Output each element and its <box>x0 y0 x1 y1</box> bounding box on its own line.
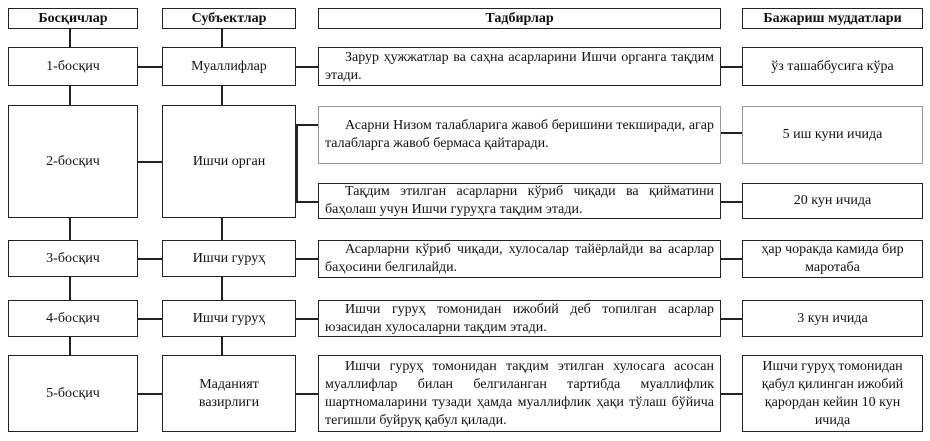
connector <box>138 66 162 68</box>
action-text: Ишчи гуруҳ томонидан ижобий деб топилган асарлар юзасидан хулосаларни тақдим этади. <box>325 301 714 335</box>
connector <box>721 201 742 203</box>
connector <box>138 161 162 163</box>
action-text: Зарур ҳужжатлар ва саҳна асарларини Ишчи органга тақдим этади. <box>325 49 714 83</box>
connector <box>138 393 162 395</box>
connector <box>138 318 162 320</box>
connector <box>296 393 318 395</box>
connector <box>296 318 318 320</box>
connector <box>296 258 318 260</box>
action-4 <box>318 300 721 337</box>
deadline-4: 3 кун ичида <box>742 300 923 337</box>
deadline-2b: 20 кун ичида <box>742 183 923 219</box>
action-1 <box>318 47 721 86</box>
action-text: Асарни Низом талабларига жавоб беришини текширади, агар талабларга жавоб бермаса қайтаради. <box>325 118 714 151</box>
connector <box>296 66 318 68</box>
action-3 <box>318 240 721 278</box>
connector <box>296 201 318 203</box>
stage-2: 2-босқич <box>8 105 138 218</box>
subject-1: Муаллифлар <box>162 47 296 86</box>
stage-5: 5-босқич <box>8 355 138 432</box>
connector <box>721 132 742 134</box>
connector <box>721 66 742 68</box>
subject-5: Маданият вазирлиги <box>162 355 296 432</box>
connector <box>721 393 742 395</box>
header-deadlines: Бажариш муддатлари <box>742 8 923 29</box>
deadline-5: Ишчи гуруҳ томонидан қабул қилинган ижобий қарордан кейин 10 кун ичида <box>742 355 923 432</box>
stage-1: 1-босқич <box>8 47 138 86</box>
subject-2: Ишчи орган <box>162 105 296 218</box>
action-text: Ишчи гуруҳ томонидан тақдим этилган хулосага асосан муаллифлар билан белгиланган тартибда муаллифлик шартномаларини тузади ҳамда муаллифлик ҳақи тўлаш бўйича тегишли буйруқ қабул қилади. <box>325 358 714 428</box>
action-2b <box>318 183 721 219</box>
action-text: Асарларни кўриб чиқади, хулосалар тайёрлайди ва асарлар баҳосини белгилайди. <box>325 242 714 275</box>
connector <box>721 318 742 320</box>
header-actions: Тадбирлар <box>318 8 721 29</box>
action-5 <box>318 355 721 432</box>
stage-3: 3-босқич <box>8 240 138 277</box>
stage-4: 4-босқич <box>8 300 138 337</box>
action-text: Тақдим этилган асарларни кўриб чиқади ва қийматини баҳолаш учун Ишчи гуруҳга тақдим этади. <box>325 184 714 217</box>
connector <box>296 124 318 126</box>
subject-4: Ишчи гуруҳ <box>162 300 296 337</box>
header-stages: Босқичлар <box>8 8 138 29</box>
subject-3: Ишчи гуруҳ <box>162 240 296 277</box>
deadline-1: ўз ташаббусига кўра <box>742 47 923 86</box>
connector <box>138 258 162 260</box>
branch-line <box>296 124 298 201</box>
deadline-3: ҳар чоракда камида бир маротаба <box>742 240 923 278</box>
deadline-2a: 5 иш куни ичида <box>742 106 923 164</box>
action-2a <box>318 106 721 164</box>
header-subjects: Субъектлар <box>162 8 296 29</box>
connector <box>721 258 742 260</box>
